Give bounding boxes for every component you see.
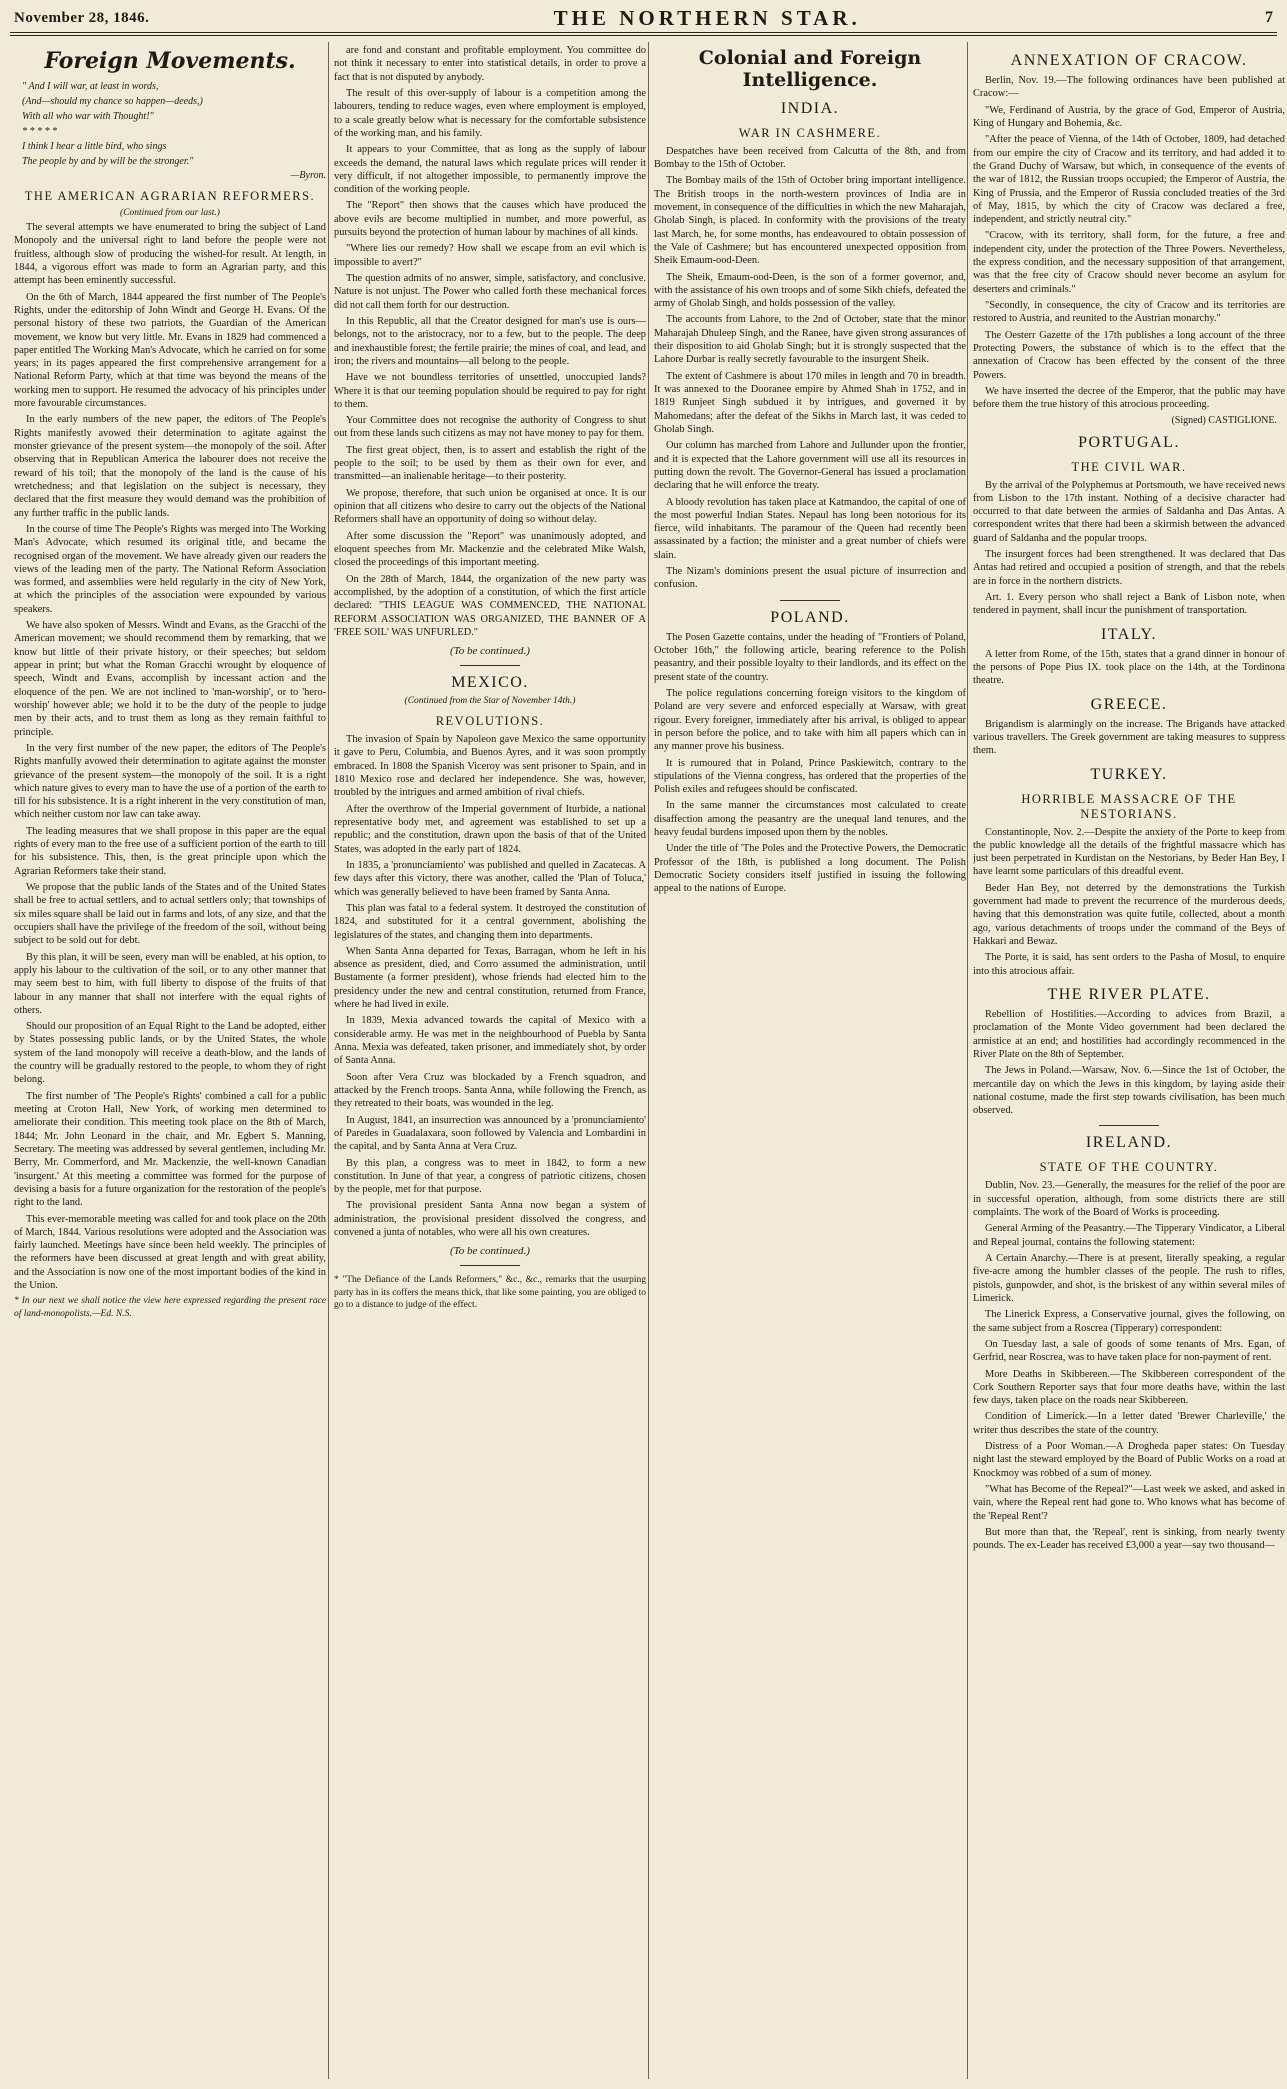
paragraph: The Bombay mails of the 15th of October bring important intelligence. The British troops in the north-western provinces of India are in movement, in consequence of the difficulties in which the new Maharajah, Gholab Singh, is placed. In conformity with the provisions of the treaty last March, he, for some months, has endeavoured to obtain possession of the Vale of Cashmere; but has encountered unexpected opposition from Sheik Emaum-ood-Deen. (654, 175, 966, 267)
divider (1099, 1125, 1159, 1126)
column-2 (334, 44, 646, 2076)
paragraph: Should our proposition of an Equal Right to the Land be adopted, either by States possessing public lands, or by the United States, the whole system of the land monopoly will receive a death-blow, and the lands of the country will be gradually restored to the people, to whom they of right belong. (14, 1021, 326, 1086)
paragraph: A bloody revolution has taken place at Katmandoo, the capital of one of the most powerful Indian States. Nepaul has long been notorious for its fierce, wild inhabitants. The paramour of the Queen had recently been assassinated by a faction; the minister and a great number of chiefs were slain. (654, 496, 966, 561)
paragraph: The Sheik, Emaum-ood-Deen, is the son of a former governor, and, with the assistance of his own troops and of some Sikh chiefs, defeated the army of Gholab Singh, and holds possession of the valley. (654, 271, 966, 310)
paragraph: The insurgent forces had been strengthened. It was declared that Das Antas had retired and occupied a position of strength, and that the rebels are in force in the northern districts. (973, 549, 1285, 587)
paragraph: Distress of a Poor Woman.—A Drogheda paper states: On Tuesday night last the steward employed by the Board of Public Works on a road at Knockmoy was robbed of a sum of money. (973, 1441, 1285, 1479)
column-1 (14, 44, 326, 2076)
paragraph: When Santa Anna departed for Texas, Barragan, whom he left in his absence as president, died, and Corro assumed the administration, until Bustamente (a former president), whose friends had elected him to the presidency under the new and central constitution, returned from France, where he had lived in exile. (334, 945, 646, 1011)
paragraph: The Linerick Express, a Conservative journal, gives the following, on the same subject from a Roscrea (Tipperary) correspondent: (973, 1309, 1285, 1334)
river-plate-heading: THE RIVER PLATE. (1047, 985, 1211, 1003)
paragraph: The Nizam's dominions present the usual picture of insurrection and confusion. (654, 566, 966, 591)
paragraph: We propose, therefore, that such union be organised at once. It is our opinion that all citizens who desire to carry out the objects of the National Reformers shall have an opportunity of doing so without delay. (334, 487, 646, 526)
ireland-heading: IRELAND. (1085, 1134, 1173, 1152)
motto-line: I think I hear a little bird, who sings (22, 141, 167, 152)
portugal-subhead: THE CIVIL WAR. (1071, 459, 1187, 474)
motto-line: With all who war with Thought!" (22, 111, 154, 122)
poland-body (654, 631, 966, 896)
paragraph: Condition of Limerick.—In a letter dated 'Brewer Charleville,' the writer thus describes the state of the country. (973, 1411, 1285, 1436)
paragraph: The result of this over-supply of labour is a competition among the labourers, tending to reduce wages, even where employment is employed, to a scale greatly below what is necessary for the comfortable subsistence of the working man, and his family. (334, 87, 646, 139)
mexico-body (334, 733, 646, 1239)
annexation-body (973, 74, 1285, 412)
section-title-colonial-foreign: Colonial and Foreign Intelligence. (698, 47, 922, 91)
paragraph: We have also spoken of Messrs. Windt and Evans, as the Gracchi of the American movement; we should recommend them by remarking, that we know but little of their private history, or their speeches; but seldom appear in print; but what the Roman Gracchi wrought by eloquence of speech, Windt and Evans, accomplish by incessant action and the eloquence of the pen. We are not inclined to 'man-worship', or to 'hero-worship' however able; we hold it to be the duty of the people to judge men by their acts, and to trust them as long as they remain faithful to principle. (14, 620, 326, 738)
paragraph: Soon after Vera Cruz was blockaded by a French squadron, and attacked by the French troops. Santa Anna, while following the French, as they retreated to their boats, was wounded in the leg. (334, 1071, 646, 1110)
paragraph: Rebellion of Hostilities.—According to advices from Brazil, a proclamation of the Monte Video government had been declared the armistice at an end; and hostilities had accordingly recommenced in the River Plate on the 8th of September. (973, 1008, 1285, 1060)
paragraph: Under the title of 'The Poles and the Protective Powers, the Democratic Professor of the 18th, is published a long document. The Polish Democratic Society considers itself justified in issuing the following appeal to the nations of Europe. (654, 843, 966, 895)
issue-date: November 28, 1846. (14, 9, 150, 26)
footnote: * "The Defiance of the Lands Reformers," &c., &c., remarks that the usurping party has in its coffers the means thick, that like some painting, you are obliged to go to a distance to judge of the effect. (334, 1275, 646, 1310)
paragraph: By the arrival of the Polyphemus at Portsmouth, we have received news from Lisbon to the 17th instant. Nothing of a decisive character had occurred to that date between the armies of Saldanha and Das Antas. A correspondent writes that there had been a skirmish between the advanced guard of Saldanha and the popular troops. (973, 479, 1285, 544)
paragraph: In 1839, Mexia advanced towards the capital of Mexico with a considerable army. He was met in the neighbourhood of Puebla by Santa Anna. Mexia was defeated, taken prisoner, and immediately shot, by order of Santa Anna. (334, 1015, 646, 1067)
india-heading: INDIA. (780, 99, 840, 117)
divider (460, 665, 520, 666)
paragraph: By this plan, a congress was to meet in 1842, to form a new constitution. In June of that year, a congress of patriotic citizens, chosen by the people, met for that purpose. (334, 1157, 646, 1196)
article-body (14, 221, 326, 1292)
paragraph: In the early numbers of the new paper, the editors of The People's Rights manifestly avowed their determination to agitate against the monster grievance of the present system—the monopoly of the soil. After observing that in Republican America the labourer does not receive the reward of his toil; that the monopoly of the land is the cause of his wretchedness; and that legislation on the subject is necessary, they declared that the first measure they would demand was the prohibition of any further traffic in the public lands. (14, 414, 326, 519)
masthead (14, 6, 1273, 30)
divider (780, 600, 840, 601)
paragraph: Dublin, Nov. 23.—Generally, the measures for the relief of the poor are in successful operation, although, from some districts there are still complaints. The work of the Board of Works is proceeding. (973, 1180, 1285, 1219)
paragraph: This plan was fatal to a federal system. It destroyed the constitution of 1824, and substituted for it a central government, abolishing the legislatures of the states, and changing them into departments. (334, 902, 646, 941)
paragraph: Brigandism is alarmingly on the increase. The Brigands have attacked various travellers. The Greek government are taking measures to suppress them. (973, 718, 1285, 757)
paragraph: The first great object, then, is to assert and establish the right of the people to the soil; to be used by them as their own for ever, and transmitted—an inalienable heritage—to their posterity. (334, 444, 646, 483)
paragraph: After the overthrow of the Imperial government of Iturbide, a national representative body met, and agreement was established to set up a republic; and the constitution, drawn upon the basis of that of the United States, was adopted in the early part of 1824. (334, 803, 646, 855)
paragraph: Despatches have been received from Calcutta of the 8th, and from Bombay to the 15th of October. (654, 145, 966, 170)
turkey-subhead: HORRIBLE MASSACRE OF THE NESTORIANS. (1021, 791, 1237, 821)
paragraph: Our column has marched from Lahore and Jullunder upon the frontier, and it is expected that the Lahore government will use all its resources in putting down the revolt. The Governor-General has issued a proclamation declaring that he will enforce the treaty. (654, 440, 966, 492)
paragraph: General Arming of the Peasantry.—The Tipperary Vindicator, a Liberal and Repeal journal, contains the following statement: (973, 1223, 1285, 1248)
paragraph: The accounts from Lahore, to the 2nd of October, state that the minor Maharajah Dhuleep Singh, and the Ranee, have given strong assurances of their disposition to aid Gholab Singh; but it is strongly suspected that the Lahore Durbar is really secretly favourable to the insurgent Sheik. (654, 314, 966, 366)
turkey-heading: TURKEY. (1090, 765, 1168, 783)
motto-line: " And I will war, at least in words, (22, 81, 159, 92)
article-title-mexico: MEXICO. (451, 674, 529, 692)
paragraph: The "Report" then shows that the causes which have produced the above evils are become multiplied in number, and more powerful, as pursuits beyond the protection of human labour by machines of all kinds. (334, 200, 646, 239)
paragraph: We have inserted the decree of the Emperor, that the public may have before them the true history of this atrocious proceeding. (973, 385, 1285, 411)
paragraph: The provisional president Santa Anna now began a system of administration, the provisional president dissolved the congress, and convened a junta of notables, who were all his own creatures. (334, 1200, 646, 1239)
column-divider (967, 42, 968, 2079)
paragraph: More Deaths in Skibbereen.—The Skibbereen correspondent of the Cork Southern Reporter says that four more deaths have, within the last few days, taken place on the roads near Skibbereen. (973, 1368, 1285, 1407)
kashmir-heading: WAR IN CASHMERE. (738, 125, 882, 140)
annexation-heading: ANNEXATION OF CRACOW. (1010, 52, 1248, 69)
paragraph: This ever-memorable meeting was called for and took place on the 20th of March, 1844. Various resolutions were adopted and the Association was fairly launched. Meetings have since been held weekly. The principles of the reformers have been discussed at great length and with great ability, and the Association is now one of the most important bodies of the kind in the Union. (14, 1213, 326, 1292)
ireland-subhead: STATE OF THE COUNTRY. (1039, 1160, 1219, 1175)
paragraph: In 1835, a 'pronunciamiento' was published and quelled in Zacatecas. A few days after this victory, there was another, called the 'Plan of Toluca,' which was generally believed to have been framed by Santa Anna. (334, 859, 646, 898)
article-body-continued (334, 44, 646, 639)
portugal-body (973, 479, 1285, 618)
divider (460, 1265, 520, 1266)
portugal-heading: PORTUGAL. (1078, 433, 1180, 451)
page-number: 7 (1264, 9, 1273, 26)
paragraph: "What has Become of the Repeal?"—Last week we asked, and asked in vain, where the Repeal rent had gone to. Who knows what has become of the 'Repeal Rent'? (973, 1484, 1285, 1522)
paragraph: On Tuesday last, a sale of goods of some tenants of Mrs. Egan, of Gerfrid, near Roscrea, was to have taken place for non-payment of rent. (973, 1338, 1285, 1364)
motto-attribution: —Byron. (290, 170, 326, 181)
motto-line: (And—should my chance so happen—deeds,) (22, 96, 203, 107)
poland-heading: POLAND. (770, 608, 850, 626)
paragraph: In the very first number of the new paper, the editors of The People's Rights manfully avowed their determination to agitate against the monster grievance of the present system—the monopoly of the soil. It is a right which nature gives to every man to have the use of a portion of the earth to till for his subsistence. It is a right inherent in the very constitution of man, which neither custom nor law can take away. (14, 742, 326, 821)
italy-body (973, 648, 1285, 688)
turkey-body (973, 826, 1285, 978)
paragraph: But more than that, the 'Repeal', rent is sinking, from nearly twenty pounds. The ex-Leader has received £3,000 a year—say two thousand— (973, 1526, 1285, 1552)
paragraph: In the same manner the circumstances most calculated to create disaffection among the peasantry are the unequal land tenures, and the heavy feudal burdens imposed upon them by the nobles. (654, 800, 966, 839)
masthead-rule-2 (10, 35, 1277, 36)
column-4 (973, 44, 1285, 2076)
india-body (654, 145, 966, 592)
paragraph: The invasion of Spain by Napoleon gave Mexico the same opportunity it gave to Peru, Columbia, and Buenos Ayres, and it was soon promptly embraced. In 1808 the Spanish Viceroy was sent prisoner to Spain, and in 1810 Mexico rose and declared her independence. She was, however, troubled by the intrigues and armed ambition of rival chiefs. (334, 734, 646, 799)
mexico-subhead: REVOLUTIONS. (435, 714, 545, 729)
paragraph: The leading measures that we shall propose in this paper are the equal rights of every man to the free use of a sufficient portion of the earth to till for his subsistence. This, then, is the great principle upon which the Agrarian Reformers take their stand. (14, 825, 326, 877)
paragraph: It is rumoured that in Poland, Prince Paskiewitch, contrary to the stipulations of the Vienna congress, has ordered that the properties of the Polish exiles and refugees should be confiscated. (654, 757, 966, 796)
paragraph: The Oesterr Gazette of the 17th publishes a long account of the three Protecting Powers, the substance of which is to the effect that the annexation of Cracow has been effected by the consent of the three Powers. (973, 329, 1285, 381)
paragraph: Your Committee does not recognise the authority of Congress to shut out from these lands such citizens as may not have money to pay for them. (334, 415, 646, 440)
paragraph: In this Republic, all that the Creator designed for man's use is ours—belongs, not to the aristocracy, nor to a few, but to the people. The deep and inexhaustible forest; the fertile prairie; the mines of coal, and lead, and iron; the rivers and mountains—all belong to the people. (334, 315, 646, 367)
motto-line: * * * * * (22, 126, 57, 137)
signed-castiglione: (Signed) CASTIGLIONE. (1171, 414, 1277, 426)
motto (14, 80, 326, 168)
paragraph: A Certain Anarchy.—There is at present, literally speaking, a regular five-acre among the humbler classes of the people. The rush to rifles, pistols, gunpowder, and shot, is the briskest of any within several miles of Limerick. (973, 1253, 1285, 1304)
paragraph: Art. 1. Every person who shall reject a Bank of Lisbon note, when tendered in payment, shall incur the punishment of transportation. (973, 592, 1285, 617)
paragraph: "We, Ferdinand of Austria, by the grace of God, Emperor of Austria, King of Hungary and Bohemia, &c. (973, 104, 1285, 129)
greece-body (973, 718, 1285, 758)
paragraph: The question admits of no answer, simple, satisfactory, and conclusive. Nature is not unjust. The Power who called forth these mechanical forces did not call them forth for our destruction. (334, 273, 646, 311)
ireland-body (973, 1179, 1285, 1552)
paragraph: The police regulations concerning foreign visitors to the kingdom of Poland are very severe and enforced especially at Warsaw, with great rigour. Every foreigner, immediately after his arrival, is obliged to appear in person before the police, and to take with him all papers which can in any manner prove his business. (654, 687, 966, 753)
mexico-continued-note: (Continued from the Star of November 14th.) (404, 696, 576, 707)
article-title-agrarian-reformers: THE AMERICAN AGRARIAN REFORMERS. (24, 189, 316, 203)
to-be-continued: (To be continued.) (450, 645, 530, 658)
paragraph: After some discussion the "Report" was unanimously adopted, and eloquent speeches from Mr. Mackenzie and the celebrated Mike Walsh, closed the proceedings of this important meeting. (334, 530, 646, 569)
paragraph: The first number of 'The People's Rights' combined a call for a public meeting at Croton Hall, New York, of working men determined to ameliorate their condition. This meeting took place on the 8th of March, 1844; Mr. John Leonard in the chair, and Mr. Egbert S. Manning, Secretary. The meeting was addressed by several gentlemen, including Mr. Berry, Mr. Commerford, and Mr. Mackenzie, the well-known Canadian 'insurgent.' At this meeting a committee was formed for the purpose of devising a basis for a future organization for the restoration of the people's right to the land. (14, 1090, 326, 1209)
paragraph: Have we not boundless territories of unsettled, unoccupied lands? Where it is that our teeming population should be required to pay for right to them. (334, 372, 646, 410)
paragraph: We propose that the public lands of the States and of the United States shall be free to actual settlers, and to actual settlers only; that townships of six miles square shall be laid out in farms and lots, of any size, and that the occupiers shall have the privilege of the freedom of the soil, without being subject to be sold out for debt. (14, 882, 326, 947)
paragraph: are fond and constant and profitable employment. You committee do not think it necessary to enter into statistical details, in order to prove a fact that is not disputed by anybody. (334, 45, 646, 83)
paragraph: A letter from Rome, of the 15th, states that a grand dinner in honour of the persons of Pope Pius IX. took place on the 14th, at the Tordinona theatre. (973, 648, 1285, 687)
masthead-rule (10, 32, 1277, 33)
paragraph: By this plan, it will be seen, every man will be enabled, at his option, to apply his labour to the cultivation of the soil, or to any other manner that may seem best to him, with full liberty to dispose of the fruits of that labour in any manner that shall not interfere with the equal rights of others. (14, 951, 326, 1016)
paragraph: It appears to your Committee, that as long as the supply of labour exceeds the demand, the natural laws which regulate prices will render it very difficult, if not altogether impossible, to permanently improve the condition of the working people. (334, 144, 646, 196)
to-be-continued-2: (To be continued.) (450, 1245, 530, 1258)
paragraph: "Cracow, with its territory, shall form, for the future, a free and independent city, under the protection of the Three Powers. Nevertheless, the express condition, and the necessary supposition of that arrangement, was that the free city of Cracow should never become an asylum for deserters and criminals." (973, 230, 1285, 295)
continued-note: (Continued from our last.) (120, 208, 220, 218)
italy-heading: ITALY. (1100, 625, 1158, 643)
paragraph: Constantinople, Nov. 2.—Despite the anxiety of the Porte to keep from the public knowledge all the details of the frightful massacre which has just been perpetrated in Kurdistan on the Nestorians, by Beder Han Bey, I have learnt some particulars of this dreadful event. (973, 826, 1285, 878)
paragraph: Beder Han Bey, not deterred by the demonstrations the Turkish government had made to prevent the recurrence of the murderous deeds, having that this demonstration was quite futile, collected, about a month ago, various detachments of troops under the command of the Beys of Hakkari and Bewaz. (973, 882, 1285, 947)
paragraph: Berlin, Nov. 19.—The following ordinances have been published at Cracow:— (973, 75, 1285, 100)
column-3 (654, 44, 966, 2076)
paragraph: "Secondly, in consequence, the city of Cracow and its territories are restored to Austria, and reunited to the Austrian monarchy." (973, 300, 1285, 325)
jews-in-poland-paragraph: The Jews in Poland.—Warsaw, Nov. 6.—Since the 1st of October, the mercantile day on which the Jews in this kingdom, by laying aside their national costume, made the first step towards civilisation, has been much observed. (973, 1065, 1285, 1117)
paragraph: The Porte, it is said, has sent orders to the Pasha of Mosul, to enquire into this atrocious affair. (973, 952, 1285, 977)
paragraph: The several attempts we have enumerated to bring the subject of Land Monopoly and the universal right to land before the people were not fruitless, although slow of producing the wished-for result. At length, in 1844, a vigorous effort was made to form an Agrarian party, and this attempt has been eminently successful. (14, 222, 326, 287)
greece-heading: GREECE. (1090, 695, 1168, 713)
column-divider (328, 42, 329, 2079)
motto-line: The people by and by will be the stronger." (22, 156, 194, 167)
paragraph: "After the peace of Vienna, of the 14th of October, 1809, had detached from our empire the city of Cracow and its territory, and had added it to the Grand Duchy of Warsaw, but which, in consequence of the events of the war of 1812, the Russian troops occupied; the Emperor of Austria, the King of Prussia, and the Emperor of Russia concluded treaties of the 3rd of May, 1815, by which the city of Cracow was declared a free, independent, and strictly neutral city." (973, 134, 1285, 226)
paragraph: "Where lies our remedy? How shall we escape from an evil which is impossible to avert?" (334, 243, 646, 268)
paragraph: In August, 1841, an insurrection was announced by a 'pronunciamiento' of Paredes in Guadalaxara, soon followed by Valencia and Lombardini in the capital, and by Santa Anna at Vera Cruz. (334, 1114, 646, 1153)
paragraph: In the course of time The People's Rights was merged into The Working Man's Advocate, which resumed its original title, and became the recognised organ of the movement. We have already given our readers the views of the leading men of the party. The National Reform Association was formed, and assemblies were held regularly in the city of New York, at which the principles of the association were expounded by various speakers. (14, 523, 326, 615)
column-divider (648, 42, 649, 2079)
paragraph: On the 6th of March, 1844 appeared the first number of The People's Rights, under the editorship of John Windt and George H. Evans. Of the personal history of these two patriots, the Guardian of the American movement, we know but very little. Mr. Evans in 1829 had commenced a paper entitled The Working Man's Advocate, which he carried on for some years; in its pages appeared the first comprehensive arrangement for a National Reform Party, which at that time was beyond the means of the working men to support. He resumed the advocacy of his principles under more favourable circumstances. (14, 291, 326, 410)
paragraph: The Posen Gazette contains, under the heading of "Frontiers of Poland, October 16th," the following article, bearing reference to the Polish peasantry, and their possible loyalty to their landlords, and its effect on the present state of the country. (654, 631, 966, 683)
river-plate-body (973, 1008, 1285, 1061)
newspaper-title: THE NORTHERN STAR. (553, 5, 861, 30)
paragraph: On the 28th of March, 1844, the organization of the new party was accomplished, by the adoption of a constitution, of which the first article declared: "THIS LEAGUE WAS COMMENCED, THE NATIONAL REFORM ASSOCIATION WAS ORGANIZED, THE BANNER OF A 'FREE SOIL' WAS UNFURLED." (334, 573, 646, 638)
footnote: * In our next we shall notice the view here expressed regarding the present race of land-monopolists.—Ed. N.S. (14, 1296, 326, 1319)
section-title-foreign-movements: Foreign Movements. (44, 48, 296, 74)
paragraph: The extent of Cashmere is about 170 miles in length and 70 in breadth. It was annexed to the Dooranee empire by Ahmed Shah in 1752, and in 1819 Runjeet Singh subdued it by intrigues, and governed it by Mahomedans; after the defeat of the Sikhs in March last, it was ceded to Gholab Singh. (654, 370, 966, 435)
